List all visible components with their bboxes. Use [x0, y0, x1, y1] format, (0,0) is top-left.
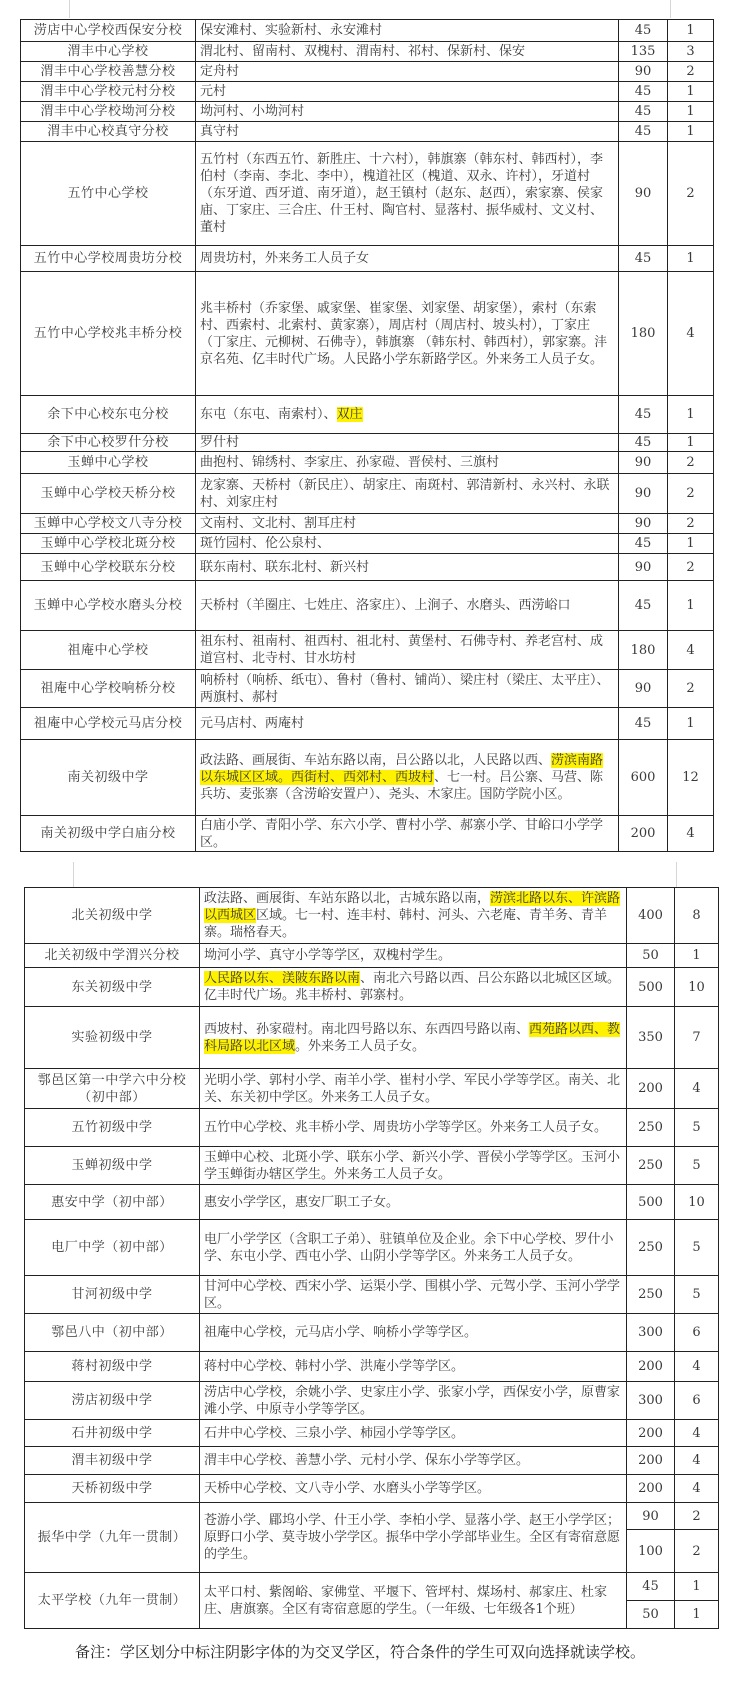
- class-count: 4: [675, 1420, 719, 1447]
- class-count: 1: [668, 20, 714, 42]
- area-text: 五竹村（东西五竹、新胜庄、十六村），韩旗寨（韩东村、韩西村），李伯村（李南、李北、李中），槐道社区（槐道、双永、许村），牙道村（东牙道、西牙道、南牙道），赵王镇村（赵东、赵西），索家寨、侯家庙、丁家庄、三合庄、什王村、陶官村、显落村、振华威村、文义村、董村: [200, 152, 604, 235]
- area-text: 西坡村、孙家磑村。南北四号路以东、东西四号路以南、: [204, 1021, 530, 1037]
- area-text: 联东南村、联东北村、新兴村: [200, 559, 370, 575]
- school-name: 玉蝉中心学校联东分校: [21, 554, 196, 581]
- school-name: 太平学校（九年一贯制）: [25, 1573, 200, 1629]
- class-count: 2: [668, 142, 714, 246]
- enrollment-count: 300: [627, 1314, 675, 1352]
- area-text: 甘河中心学校、西宋小学、运渠小学、围棋小学、元驾小学、玉河小学学区。: [204, 1278, 621, 1311]
- enrollment-count: 45: [619, 82, 668, 102]
- district-area: [200, 1069, 627, 1109]
- enrollment-count: 500: [627, 1185, 675, 1220]
- enrollment-count: 200: [627, 1447, 675, 1475]
- district-area: [196, 554, 619, 581]
- school-name: 鄠邑区第一中学六中分校（初中部）: [25, 1069, 200, 1109]
- district-area: [196, 434, 619, 452]
- area-text: 区域。七一村、连丰村、韩村、河头、六老庵、青羊务、青羊寨。瑞格春天。: [204, 908, 608, 940]
- class-count: 5: [675, 1276, 719, 1314]
- class-count: 2: [668, 62, 714, 82]
- class-count: 1: [675, 1601, 719, 1629]
- district-area: [196, 670, 619, 708]
- enrollment-count: 100: [627, 1530, 675, 1573]
- enrollment-count: 600: [619, 740, 668, 816]
- area-text: 、南北六号路以西、吕公东路以北城区区域。亿丰时代广场。兆丰桥村、郭寨村。: [204, 971, 621, 1003]
- school-name: 南关初级中学: [21, 740, 196, 816]
- enrollment-count: 45: [619, 434, 668, 452]
- class-count: 4: [668, 631, 714, 670]
- class-count: 12: [668, 740, 714, 816]
- school-name: 涝店中心学校西保安分校: [21, 20, 196, 42]
- table-row: [25, 1382, 719, 1420]
- school-name: 余下中心校东屯分校: [21, 396, 196, 434]
- school-name: 渭丰中心学校坳河分校: [21, 102, 196, 122]
- school-name: 玉蝉中心学校水磨头分校: [21, 581, 196, 631]
- school-name: 五竹中心学校周贵坊分校: [21, 246, 196, 272]
- school-name: 祖庵中心学校元马店分校: [21, 708, 196, 740]
- table-row: [21, 102, 714, 122]
- district-area: [200, 1147, 627, 1185]
- enrollment-count: 45: [619, 20, 668, 42]
- enrollment-count: 90: [619, 474, 668, 514]
- district-area: [196, 42, 619, 62]
- table-row: [25, 968, 719, 1007]
- district-area: [196, 708, 619, 740]
- area-text: 真守村: [200, 124, 240, 139]
- area-text: 保安滩村、实验新村、永安滩村: [200, 23, 383, 38]
- district-area: [200, 1382, 627, 1420]
- area-text: 渭丰中心学校、善慧小学、元村小学、保东小学等学区。: [204, 1453, 530, 1468]
- district-area: [196, 474, 619, 514]
- class-count: 2: [668, 474, 714, 514]
- enrollment-count: 350: [627, 1007, 675, 1069]
- enrollment-count: 300: [627, 1382, 675, 1420]
- table-row: [25, 1352, 719, 1382]
- area-text: 。外来务工人员子女。: [295, 1038, 426, 1054]
- enrollment-count: 45: [619, 102, 668, 122]
- class-count: 5: [675, 1147, 719, 1185]
- area-text: 蒋村中心学校、韩村小学、洪庵小学等学区。: [204, 1359, 465, 1374]
- enrollment-count: 200: [627, 1069, 675, 1109]
- school-name: 渭丰中心校真守分校: [21, 122, 196, 142]
- class-count: 1: [668, 246, 714, 272]
- school-name: 玉蝉初级中学: [25, 1147, 200, 1185]
- school-name: 蒋村初级中学: [25, 1352, 200, 1382]
- school-name: 实验初级中学: [25, 1007, 200, 1069]
- enrollment-count: 45: [619, 122, 668, 142]
- table-row: [25, 1185, 719, 1220]
- enrollment-count: 200: [627, 1475, 675, 1503]
- table-row: [21, 534, 714, 554]
- class-count: 2: [668, 554, 714, 581]
- table-row: [21, 62, 714, 82]
- area-text: 白庙小学、青阳小学、东六小学、曹村小学、郝寨小学、甘峪口小学学区。: [200, 817, 604, 850]
- class-count: 2: [668, 452, 714, 474]
- district-area: [196, 581, 619, 631]
- table-row: [21, 474, 714, 514]
- area-text: 周贵坊村，外来务工人员子女: [200, 251, 370, 266]
- class-count: 4: [668, 816, 714, 852]
- enrollment-count: 90: [627, 1503, 675, 1530]
- school-name: 甘河初级中学: [25, 1276, 200, 1314]
- district-area: [200, 968, 627, 1007]
- district-area: [196, 396, 619, 434]
- school-name: 东关初级中学: [25, 968, 200, 1007]
- table-row: [21, 122, 714, 142]
- class-count: 4: [668, 272, 714, 396]
- area-text: 祖东村、祖南村、祖西村、祖北村、黄堡村、石佛寺村、养老宫村、成道宫村、北寺村、甘水坊村: [200, 634, 604, 666]
- area-text: 石井中心学校、三泉小学、柿园小学等学区。: [204, 1425, 465, 1441]
- school-name: 鄠邑八中（初中部）: [25, 1314, 200, 1352]
- school-name: 玉蝉中心学校: [21, 452, 196, 474]
- area-text: 曲抱村、锦绣村、李家庄、孙家磑、晋侯村、三旗村: [200, 455, 500, 470]
- school-name: 祖庵中心学校: [21, 631, 196, 670]
- page-margin-guide-left-2: [73, 862, 74, 887]
- table-row: [25, 1420, 719, 1447]
- district-area: [196, 514, 619, 534]
- district-area: [196, 142, 619, 246]
- area-text: 电厂小学学区（含职工子弟）、驻镇单位及企业。余下中心学校、罗什小学、东屯小学、西屯小学、山阴小学等学区。外来务工人员子女。: [204, 1231, 614, 1264]
- district-area: [196, 82, 619, 102]
- school-name: 五竹中心学校: [21, 142, 196, 246]
- table-row: [21, 740, 714, 816]
- enrollment-count: 50: [627, 1601, 675, 1629]
- district-area: [196, 272, 619, 396]
- enrollment-count: 250: [627, 1109, 675, 1147]
- district-area: [196, 740, 619, 816]
- school-name: 天桥初级中学: [25, 1475, 200, 1503]
- area-text: 斑竹园村、伦公泉村、: [200, 536, 331, 551]
- enrollment-count: 45: [619, 581, 668, 631]
- district-area: [200, 1447, 627, 1475]
- table-row: [25, 1007, 719, 1069]
- class-count: 1: [668, 434, 714, 452]
- enrollment-count: 200: [619, 816, 668, 852]
- enrollment-count: 135: [619, 42, 668, 62]
- table-row: [21, 142, 714, 246]
- area-text: 坳河村、小坳河村: [200, 104, 305, 119]
- enrollment-count: 90: [619, 142, 668, 246]
- enrollment-count: 50: [627, 944, 675, 968]
- enrollment-count: 400: [627, 888, 675, 944]
- school-name: 余下中心校罗什分校: [21, 434, 196, 452]
- enrollment-count: 45: [627, 1573, 675, 1601]
- enrollment-count: 90: [619, 452, 668, 474]
- table-row: [25, 1147, 719, 1185]
- district-area: [200, 1185, 627, 1220]
- school-name: 祖庵中心学校响桥分校: [21, 670, 196, 708]
- class-count: 1: [668, 82, 714, 102]
- school-name: 玉蝉中心学校天桥分校: [21, 474, 196, 514]
- class-count: 1: [668, 122, 714, 142]
- table-row: [21, 670, 714, 708]
- class-count: 6: [675, 1382, 719, 1420]
- table-row: [25, 1109, 719, 1147]
- table-row: [25, 1276, 719, 1314]
- table-row: [21, 581, 714, 631]
- table-row: [25, 1069, 719, 1109]
- table-row: [25, 1573, 719, 1601]
- school-district-table-part1: [20, 19, 714, 852]
- district-area: 苍游小学、郿坞小学、什王小学、李柏小学、显落小学、赵王小学学区；原野口小学、莫寺坡小学学区。振华中学小学部毕业生。全区有寄宿意愿的学生。: [200, 1503, 627, 1573]
- table-row: [21, 42, 714, 62]
- district-area: [200, 1007, 627, 1069]
- school-name: 振华中学（九年一贯制）: [25, 1503, 200, 1573]
- class-count: 1: [668, 534, 714, 554]
- district-area: [196, 20, 619, 42]
- area-text: 兆丰桥村（乔家堡、戚家堡、崔家堡、刘家堡、胡家堡），索村（东索村、西索村、北索村、黄家寨），周店村（周店村、坡头村），丁家庄 （丁家庄、元柳树、石佛寺），韩旗寨 （韩东村、韩西村），郭家寨。沣京名苑、亿丰时代广场。人民路小学东新路学区。外来务工人员子女。: [200, 300, 608, 367]
- table-row: [25, 888, 719, 944]
- enrollment-count: 200: [627, 1420, 675, 1447]
- table-row: [25, 1447, 719, 1475]
- table-row: [21, 246, 714, 272]
- area-text: 、七一村。吕公寨、马营、陈兵坊、麦张寨（含涝峪安置户）、尧头、木家庄。国防学院小区。: [200, 770, 604, 802]
- area-text: 响桥村（响桥、纸屯）、鲁村（鲁村、铺尚）、梁庄村（梁庄、太平庄）、两旗村、郝村: [200, 672, 610, 705]
- table-row: [25, 1220, 719, 1276]
- class-count: 2: [675, 1503, 719, 1530]
- class-count: 4: [675, 1447, 719, 1475]
- class-count: 4: [675, 1352, 719, 1382]
- school-name: 石井初级中学: [25, 1420, 200, 1447]
- school-district-table-part2: [24, 887, 719, 1629]
- class-count: 5: [675, 1220, 719, 1276]
- area-text: 光明小学、郭村小学、南羊小学、崔村小学、军民小学等学区。南关、北关、东关初中学区。外来务工人员子女。: [204, 1072, 621, 1105]
- table-row: [21, 20, 714, 42]
- page-margin-guide-right: [670, 0, 671, 18]
- page-margin-guide-left: [69, 0, 70, 18]
- table-row: [21, 514, 714, 534]
- enrollment-count: 90: [619, 62, 668, 82]
- footnote: 备注：学区划分中标注阴影字体的为交叉学区，符合条件的学生可双向选择就读学校。: [75, 1643, 646, 1661]
- enrollment-count: 250: [627, 1220, 675, 1276]
- district-area: [200, 1420, 627, 1447]
- class-count: 1: [668, 396, 714, 434]
- table-row: [21, 631, 714, 670]
- district-area: [200, 1475, 627, 1503]
- highlighted-area-text: 西苑路以西、教科局路以北区域: [204, 1021, 621, 1054]
- area-text: 政法路、画展街、车站东路以南，吕公路以北，人民路以西、: [200, 753, 552, 768]
- class-count: 2: [675, 1530, 719, 1573]
- class-count: 6: [675, 1314, 719, 1352]
- class-count: 8: [675, 888, 719, 944]
- class-count: 1: [675, 1573, 719, 1601]
- highlighted-area-text: 双庄: [336, 407, 363, 422]
- table-row: [21, 816, 714, 852]
- district-area: [196, 534, 619, 554]
- class-count: 2: [668, 514, 714, 534]
- school-name: 北关初级中学渭兴分校: [25, 944, 200, 968]
- area-text: 天桥村（羊圈庄、七姓庄、洛家庄）、上涧子、水磨头、西涝峪口: [200, 598, 571, 613]
- district-area: [200, 1109, 627, 1147]
- table-row: [25, 944, 719, 968]
- school-name: 渭丰初级中学: [25, 1447, 200, 1475]
- district-area: [196, 452, 619, 474]
- class-count: 10: [675, 968, 719, 1007]
- enrollment-count: 500: [627, 968, 675, 1007]
- area-text: 五竹中心学校、兆丰桥小学、周贵坊小学等学区。外来务工人员子女。: [204, 1120, 608, 1135]
- enrollment-count: 45: [619, 396, 668, 434]
- area-text: 东屯（东屯、南索村）、: [200, 407, 337, 422]
- district-area: [200, 1314, 627, 1352]
- area-text: 玉蝉中心校、北斑小学、联东小学、新兴小学、晋侯小学等学区。玉河小学玉蝉街办辖区学生。外来务工人员子女。: [204, 1149, 621, 1182]
- enrollment-count: 45: [619, 246, 668, 272]
- school-name: 电厂中学（初中部）: [25, 1220, 200, 1276]
- table-row: [25, 1475, 719, 1503]
- school-name: 南关初级中学白庙分校: [21, 816, 196, 852]
- enrollment-count: 90: [619, 514, 668, 534]
- district-area: [200, 1276, 627, 1314]
- school-name: 惠安中学（初中部）: [25, 1185, 200, 1220]
- class-count: 2: [668, 670, 714, 708]
- highlighted-area-text: 涝滨南路以东城区区域。西街村、西郊村、西坡村: [200, 753, 604, 785]
- enrollment-count: 250: [627, 1276, 675, 1314]
- table-row: [21, 708, 714, 740]
- area-text: 龙家寨、天桥村（新民庄）、胡家庄、南斑村、郭清新村、永兴村、永联村、刘家庄村: [200, 477, 610, 510]
- enrollment-count: 45: [619, 708, 668, 740]
- class-count: 1: [668, 581, 714, 631]
- area-text: 天桥中心学校、文八寺小学、水磨头小学等学区。: [204, 1481, 491, 1496]
- enrollment-count: 180: [619, 272, 668, 396]
- school-name: 玉蝉中心学校北斑分校: [21, 534, 196, 554]
- school-name: 五竹中心学校兆丰桥分校: [21, 272, 196, 396]
- district-area: [200, 1220, 627, 1276]
- page-margin-guide-right-2: [676, 862, 677, 887]
- class-count: 4: [675, 1475, 719, 1503]
- table-row: [21, 396, 714, 434]
- class-count: 3: [668, 42, 714, 62]
- enrollment-count: 90: [619, 554, 668, 581]
- table-row: [21, 554, 714, 581]
- area-text: 罗什村: [200, 435, 240, 450]
- school-name: 涝店初级中学: [25, 1382, 200, 1420]
- class-count: 4: [675, 1069, 719, 1109]
- district-area: 太平口村、紫阁峪、家佛堂、平堰下、管坪村、煤场村、郝家庄、杜家庄、唐旗寨。全区有寄宿意愿的学生。（一年级、七年级各1个班）: [200, 1573, 627, 1629]
- class-count: 1: [668, 708, 714, 740]
- table-row: [21, 452, 714, 474]
- school-name: 渭丰中心学校善慧分校: [21, 62, 196, 82]
- enrollment-count: 90: [619, 670, 668, 708]
- school-name: 五竹初级中学: [25, 1109, 200, 1147]
- district-area: [196, 102, 619, 122]
- area-text: 涝店中心学校，余姚小学、史家庄小学、张家小学，西保安小学，原曹家滩小学、中原寺小学等学区。: [204, 1384, 621, 1417]
- table-row: [21, 434, 714, 452]
- school-name: 北关初级中学: [25, 888, 200, 944]
- area-text: 政法路、画展街、车站东路以北，古城东路以南，: [204, 891, 491, 906]
- table-row: [21, 272, 714, 396]
- enrollment-count: 45: [619, 534, 668, 554]
- area-text: 渭北村、留南村、双槐村、渭南村、祁村、保新村、保安: [200, 44, 526, 59]
- area-text: 文南村、文北村、割耳庄村: [200, 516, 357, 531]
- district-area: [200, 888, 627, 944]
- district-area: [196, 122, 619, 142]
- enrollment-count: 200: [627, 1352, 675, 1382]
- class-count: 10: [675, 1185, 719, 1220]
- district-area: [196, 631, 619, 670]
- class-count: 1: [675, 944, 719, 968]
- enrollment-count: 180: [619, 631, 668, 670]
- table-row: [25, 1503, 719, 1530]
- enrollment-count: 250: [627, 1147, 675, 1185]
- district-area: [196, 62, 619, 82]
- area-text: 元马店村、两庵村: [200, 716, 305, 731]
- school-name: 渭丰中心学校: [21, 42, 196, 62]
- class-count: 1: [668, 102, 714, 122]
- table-row: [25, 1314, 719, 1352]
- highlighted-area-text: 人民路以东、渼陂东路以南: [204, 971, 361, 986]
- school-name: 玉蝉中心学校文八寺分校: [21, 514, 196, 534]
- area-text: 祖庵中心学校，元马店小学、响桥小学等学区。: [204, 1325, 478, 1340]
- area-text: 定舟村: [200, 64, 240, 79]
- area-text: 元村: [200, 84, 227, 99]
- class-count: 7: [675, 1007, 719, 1069]
- school-name: 渭丰中心学校元村分校: [21, 82, 196, 102]
- area-text: 坳河小学、真守小学等学区，双槐村学生。: [204, 948, 452, 963]
- area-text: 惠安小学学区，惠安厂职工子女。: [204, 1194, 400, 1210]
- district-area: [200, 944, 627, 968]
- district-area: [196, 246, 619, 272]
- class-count: 5: [675, 1109, 719, 1147]
- district-area: [200, 1352, 627, 1382]
- district-area: [196, 816, 619, 852]
- table-row: [21, 82, 714, 102]
- highlighted-area-text: 涝滨北路以东、许滨路以西城区: [204, 891, 621, 923]
